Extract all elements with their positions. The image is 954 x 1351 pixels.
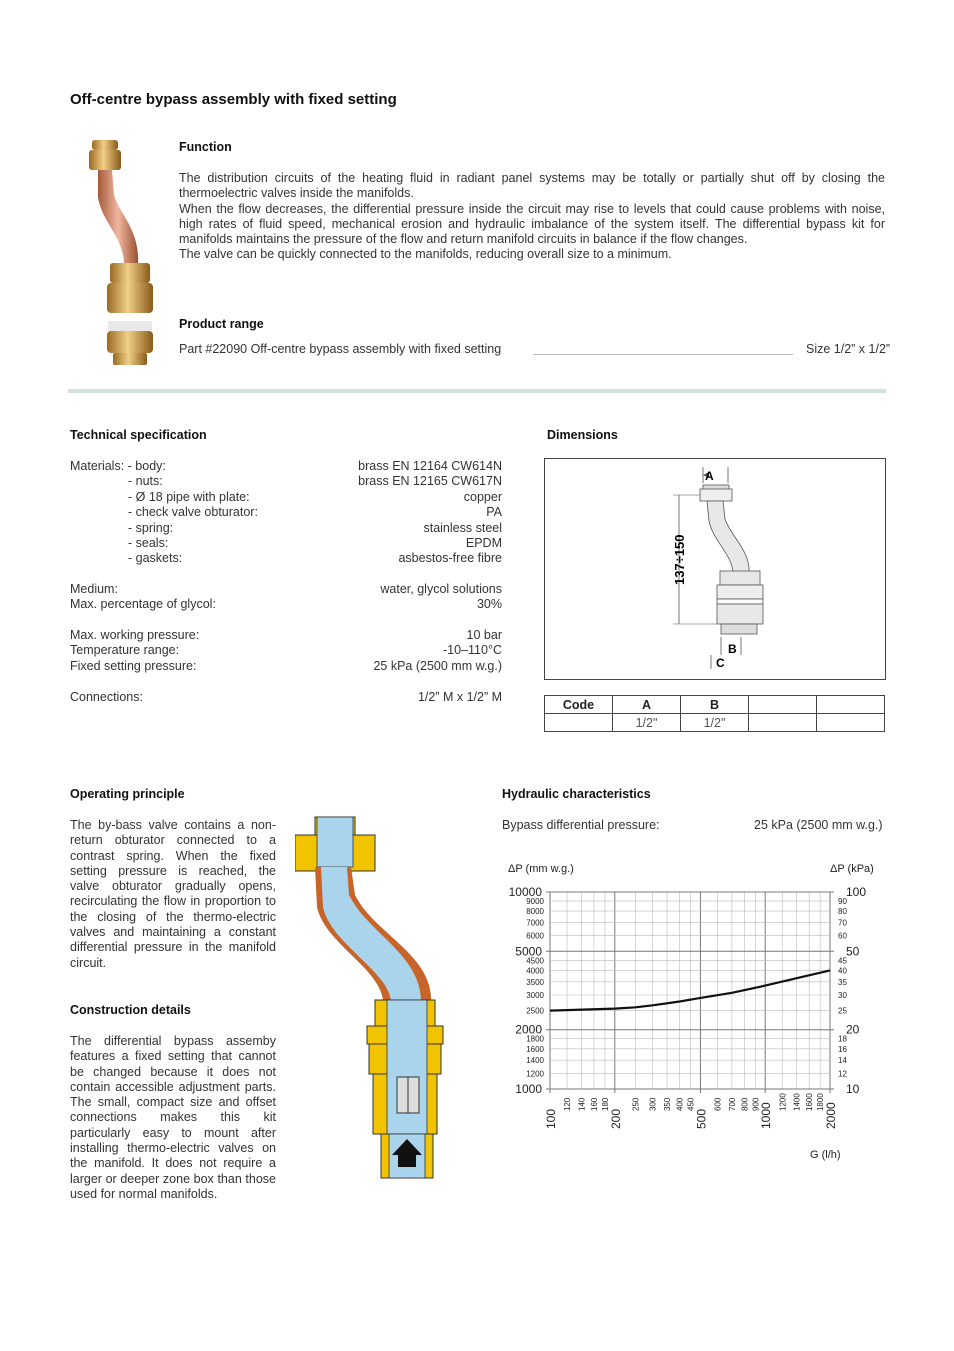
x-tick-label: 100 [544, 1108, 558, 1129]
x-tick-label: 350 [663, 1097, 673, 1111]
construction-text: The differential bypass assemby features a fixed setting that cannot be changed because it does not contain accessible adjustment parts. The small, compact size and offset connections makes this kit particularly easy to mount after installing thermo-electric valves on the manifold. It does not require a larger or deeper zone box than those used for normal manifolds. [70, 1034, 276, 1201]
spec-label: Connections: [70, 689, 143, 704]
y-tick-label: 12 [838, 1069, 847, 1079]
tech-spec-list [70, 459, 502, 719]
y-tick-label: 7000 [526, 918, 544, 928]
spec-value: 1/2” M x 1/2” M [417, 689, 502, 704]
spec-value: brass EN 12164 CW614N [358, 459, 502, 473]
table-header-cell [817, 696, 885, 714]
y-axis-label-right: ΔP (kPa) [830, 863, 874, 875]
x-tick-label: 120 [563, 1097, 573, 1111]
table-cell [749, 714, 817, 732]
x-tick-label: 200 [608, 1108, 623, 1129]
spec-value: 30% [476, 597, 502, 612]
y-tick-label: 45 [838, 956, 847, 966]
y-tick-label: 14 [838, 1056, 847, 1066]
function-heading: Function [179, 140, 232, 154]
x-tick-label: 500 [694, 1108, 709, 1129]
construction-heading: Construction details [70, 1003, 191, 1017]
y-tick-label: 5000 [515, 944, 542, 959]
x-tick-label: 800 [740, 1097, 750, 1111]
spec-label: Materials: - body: [70, 459, 166, 473]
spec-row [70, 582, 502, 597]
section-divider [68, 389, 886, 393]
spec-label: - gaskets: [128, 551, 183, 566]
y-tick-label: 1400 [526, 1056, 544, 1066]
spec-row [70, 505, 502, 520]
y-tick-label: 1800 [526, 1034, 544, 1044]
table-header-cell: Code [545, 696, 613, 714]
dim-label-length: 137÷150 [672, 534, 687, 585]
table-header-cell [749, 696, 817, 714]
spec-value: water, glycol solutions [380, 582, 502, 596]
y-tick-label: 50 [846, 944, 860, 959]
table-cell [545, 714, 613, 732]
leader-line [533, 354, 793, 355]
spec-label: Max. percentage of glycol: [70, 597, 216, 612]
function-paragraph: The valve can be quickly connected to the manifolds, reducing overall size to a minimum. [179, 247, 672, 262]
y-tick-label: 40 [838, 966, 847, 976]
spec-value: stainless steel [423, 520, 502, 535]
product-photo [80, 135, 160, 370]
y-tick-label: 10000 [508, 885, 542, 899]
spec-value: PA [486, 505, 502, 520]
x-tick-label: 900 [751, 1097, 761, 1111]
y-tick-label: 90 [838, 897, 847, 907]
spec-row [70, 536, 502, 551]
y-tick-label: 3500 [526, 977, 544, 987]
product-range-size: Size 1/2” x 1/2” [806, 342, 891, 356]
table-header-cell: A [613, 696, 681, 714]
product-range-heading: Product range [179, 317, 264, 331]
spec-label: - spring: [128, 520, 174, 535]
y-tick-label: 4000 [526, 966, 544, 976]
spec-value: 25 kPa (2500 mm w.g.) [373, 658, 502, 673]
spec-value: brass EN 12165 CW617N [358, 474, 502, 489]
x-tick-label: 160 [589, 1097, 599, 1111]
x-tick-label: 1400 [792, 1093, 802, 1111]
dimensions-heading: Dimensions [547, 428, 618, 442]
y-tick-label: 3000 [526, 991, 544, 1001]
dimensions-drawing [545, 459, 885, 679]
y-tick-label: 4500 [526, 956, 544, 966]
spec-row [70, 690, 502, 705]
y-tick-label: 100 [846, 885, 867, 899]
hydraulic-heading: Hydraulic characteristics [502, 787, 651, 801]
y-tick-label: 2500 [526, 1006, 544, 1016]
y-tick-label: 25 [838, 1006, 847, 1016]
function-text [179, 171, 885, 263]
y-axis-label-left: ΔP (mm w.g.) [508, 863, 574, 875]
spec-label: Temperature range: [70, 643, 180, 658]
x-tick-label: 180 [600, 1097, 610, 1111]
spec-row [70, 490, 502, 505]
spec-row [70, 643, 502, 658]
x-tick-label: 140 [577, 1097, 587, 1111]
tech-spec-heading: Technical specification [70, 428, 207, 442]
table-header-row [545, 696, 885, 714]
spec-label: Max. working pressure: [70, 628, 200, 642]
x-tick-label: 300 [648, 1097, 658, 1111]
spec-label: - seals: [128, 536, 169, 550]
y-tick-label: 35 [838, 977, 847, 987]
x-tick-label: 250 [631, 1097, 641, 1111]
x-tick-label: 600 [713, 1097, 723, 1111]
spec-label: Medium: [70, 582, 118, 596]
table-cell [817, 714, 885, 732]
y-tick-label: 1000 [515, 1082, 542, 1096]
y-tick-label: 9000 [526, 897, 544, 907]
x-tick-label: 1000 [759, 1102, 774, 1129]
cross-section-illustration [295, 815, 455, 1180]
x-tick-label: 1800 [816, 1093, 826, 1111]
product-range-item: Part #22090 Off-centre bypass assembly with fixed setting [179, 342, 502, 356]
table-cell: 1/2" [681, 714, 749, 732]
table-cell: 1/2" [613, 714, 681, 732]
spec-value: 10 bar [466, 628, 502, 642]
spec-row [70, 659, 502, 674]
spec-label: Fixed setting pressure: [70, 658, 197, 673]
spec-label: - nuts: [128, 474, 163, 489]
y-tick-label: 6000 [526, 931, 544, 941]
table-row [545, 714, 885, 732]
y-tick-label: 1600 [526, 1044, 544, 1054]
x-tick-label: 1200 [778, 1093, 788, 1111]
spec-label: - Ø 18 pipe with plate: [128, 489, 250, 504]
spec-value: EPDM [465, 536, 502, 550]
x-axis-label: G (l/h) [810, 1149, 841, 1161]
spec-value: asbestos-free fibre [398, 551, 502, 566]
dim-label-c: C [716, 656, 725, 670]
y-tick-label: 80 [838, 907, 847, 917]
x-tick-label: 450 [686, 1097, 696, 1111]
y-tick-label: 20 [846, 1022, 860, 1037]
bypass-label: Bypass differential pressure: [502, 818, 660, 832]
y-tick-label: 30 [838, 991, 847, 1001]
y-tick-label: 2000 [515, 1022, 542, 1037]
spec-row [70, 474, 502, 489]
x-tick-label: 400 [675, 1097, 685, 1111]
spec-value: -10–110°C [443, 643, 502, 658]
x-tick-label: 1600 [805, 1093, 815, 1111]
spec-value: copper [463, 489, 502, 504]
operating-principle-heading: Operating principle [70, 787, 185, 801]
spec-row [70, 459, 502, 474]
dimensions-table [544, 695, 885, 732]
y-tick-label: 10 [846, 1082, 860, 1096]
dim-label-a: A [705, 469, 714, 483]
dim-label-b: B [728, 642, 737, 656]
spec-row [70, 551, 502, 566]
x-tick-label: 700 [727, 1097, 737, 1111]
spec-row [70, 521, 502, 536]
y-tick-label: 60 [838, 931, 847, 941]
y-tick-label: 8000 [526, 907, 544, 917]
flow-curve [550, 970, 830, 1010]
x-tick-label: 2000 [824, 1102, 838, 1129]
spec-label: - check valve obturator: [128, 505, 258, 520]
y-tick-label: 70 [838, 918, 847, 928]
bypass-value: 25 kPa (2500 mm w.g.) [754, 818, 883, 832]
function-paragraph: The distribution circuits of the heating fluid in radiant panel systems may be totally or partially shut off by closing the thermoelectric valves inside the manifolds. [179, 171, 885, 201]
table-header-cell: B [681, 696, 749, 714]
hydraulic-chart [490, 855, 900, 1165]
y-tick-label: 18 [838, 1034, 847, 1044]
y-tick-label: 16 [838, 1044, 847, 1054]
spec-row [70, 597, 502, 612]
page-title: Off-centre bypass assembly with fixed setting [70, 91, 397, 108]
dimensions-drawing-frame [544, 458, 886, 680]
function-paragraph: When the flow decreases, the differential pressure inside the circuit may rise to levels that could cause problems with noise, high rates of fluid speed, mechanical erosion and hydraulic imbalance of the system itself. The differential bypass kit for manifolds maintains the pressure of the flow and return manifold circuits in balance if the flow changes. [179, 201, 885, 247]
spec-row [70, 628, 502, 643]
y-tick-label: 1200 [526, 1069, 544, 1079]
operating-principle-text: The by-bass valve contains a non-return obturator connected to a contrast spring. When the fixed setting pressure is reached, the valve obturator gradually opens, recirculating the flow in proportion to the closing of the thermo-electric valves and maintaining a constant differential pressure in the manifold circuit. [70, 818, 276, 970]
